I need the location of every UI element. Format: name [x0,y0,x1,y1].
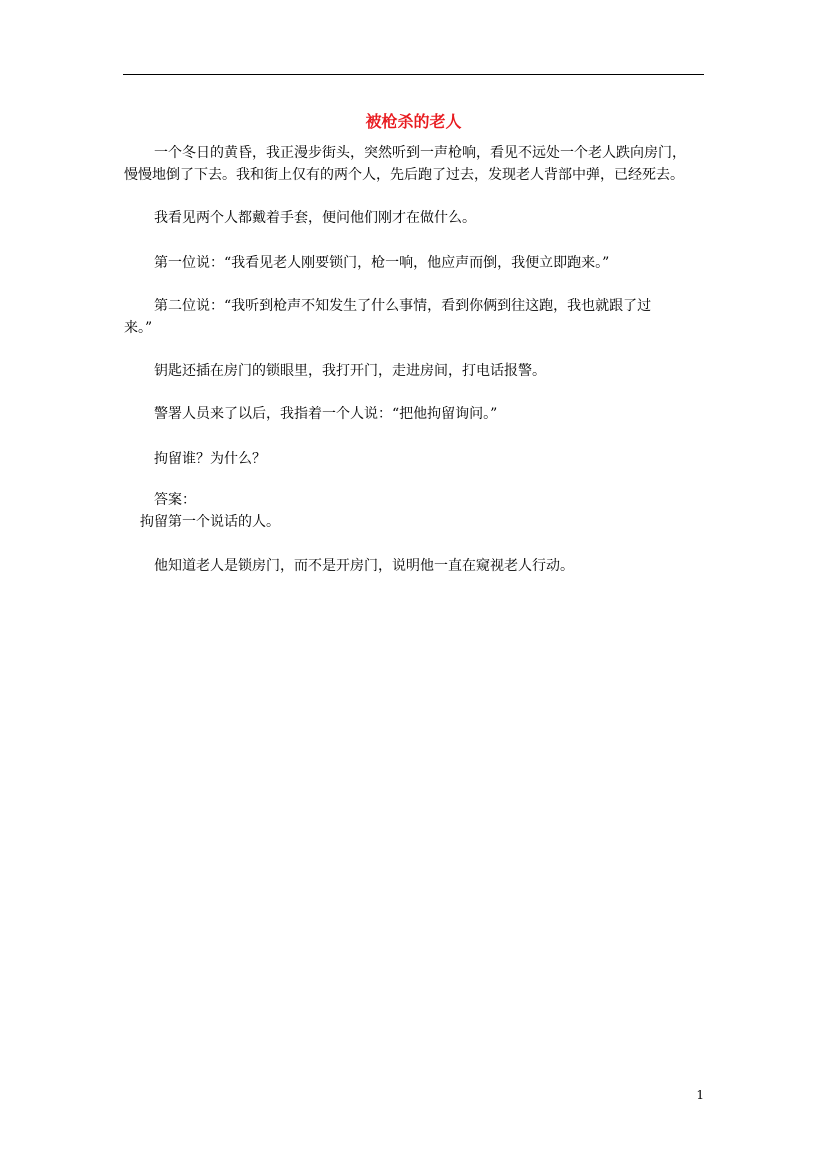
page-number: 1 [696,1088,704,1102]
paragraph-3: 第一位说：“我看见老人刚要锁门，枪一响，他应声而倒，我便立即跑来。” [154,255,610,271]
answer-explanation: 他知道老人是锁房门，而不是开房门，说明他一直在窥视老人行动。 [154,558,574,574]
paragraph-1-line-1: 一个冬日的黄昏，我正漫步街头，突然听到一声枪响，看见不远处一个老人跌向房门， [154,145,686,161]
paragraph-6: 警署人员来了以后，我指着一个人说：“把他拘留询问。” [154,406,498,422]
header-rule [123,74,704,75]
answer-text: 拘留第一个说话的人。 [140,514,280,530]
paragraph-1-line-2: 慢慢地倒了下去。我和街上仅有的两个人，先后跑了过去，发现老人背部中弹，已经死去。 [124,167,684,183]
paragraph-4-line-2: 来。” [124,320,153,336]
paragraph-2: 我看见两个人都戴着手套，便问他们刚才在做什么。 [154,210,476,226]
paragraph-5: 钥匙还插在房门的锁眼里，我打开门，走进房间，打电话报警。 [154,363,546,379]
answer-label: 答案： [154,492,196,508]
question-paragraph: 拘留谁？为什么？ [154,451,266,467]
paragraph-4-line-1: 第二位说：“我听到枪声不知发生了什么事情，看到你俩到往这跑，我也就跟了过 [154,298,652,314]
document-title: 被枪杀的老人 [365,112,462,131]
